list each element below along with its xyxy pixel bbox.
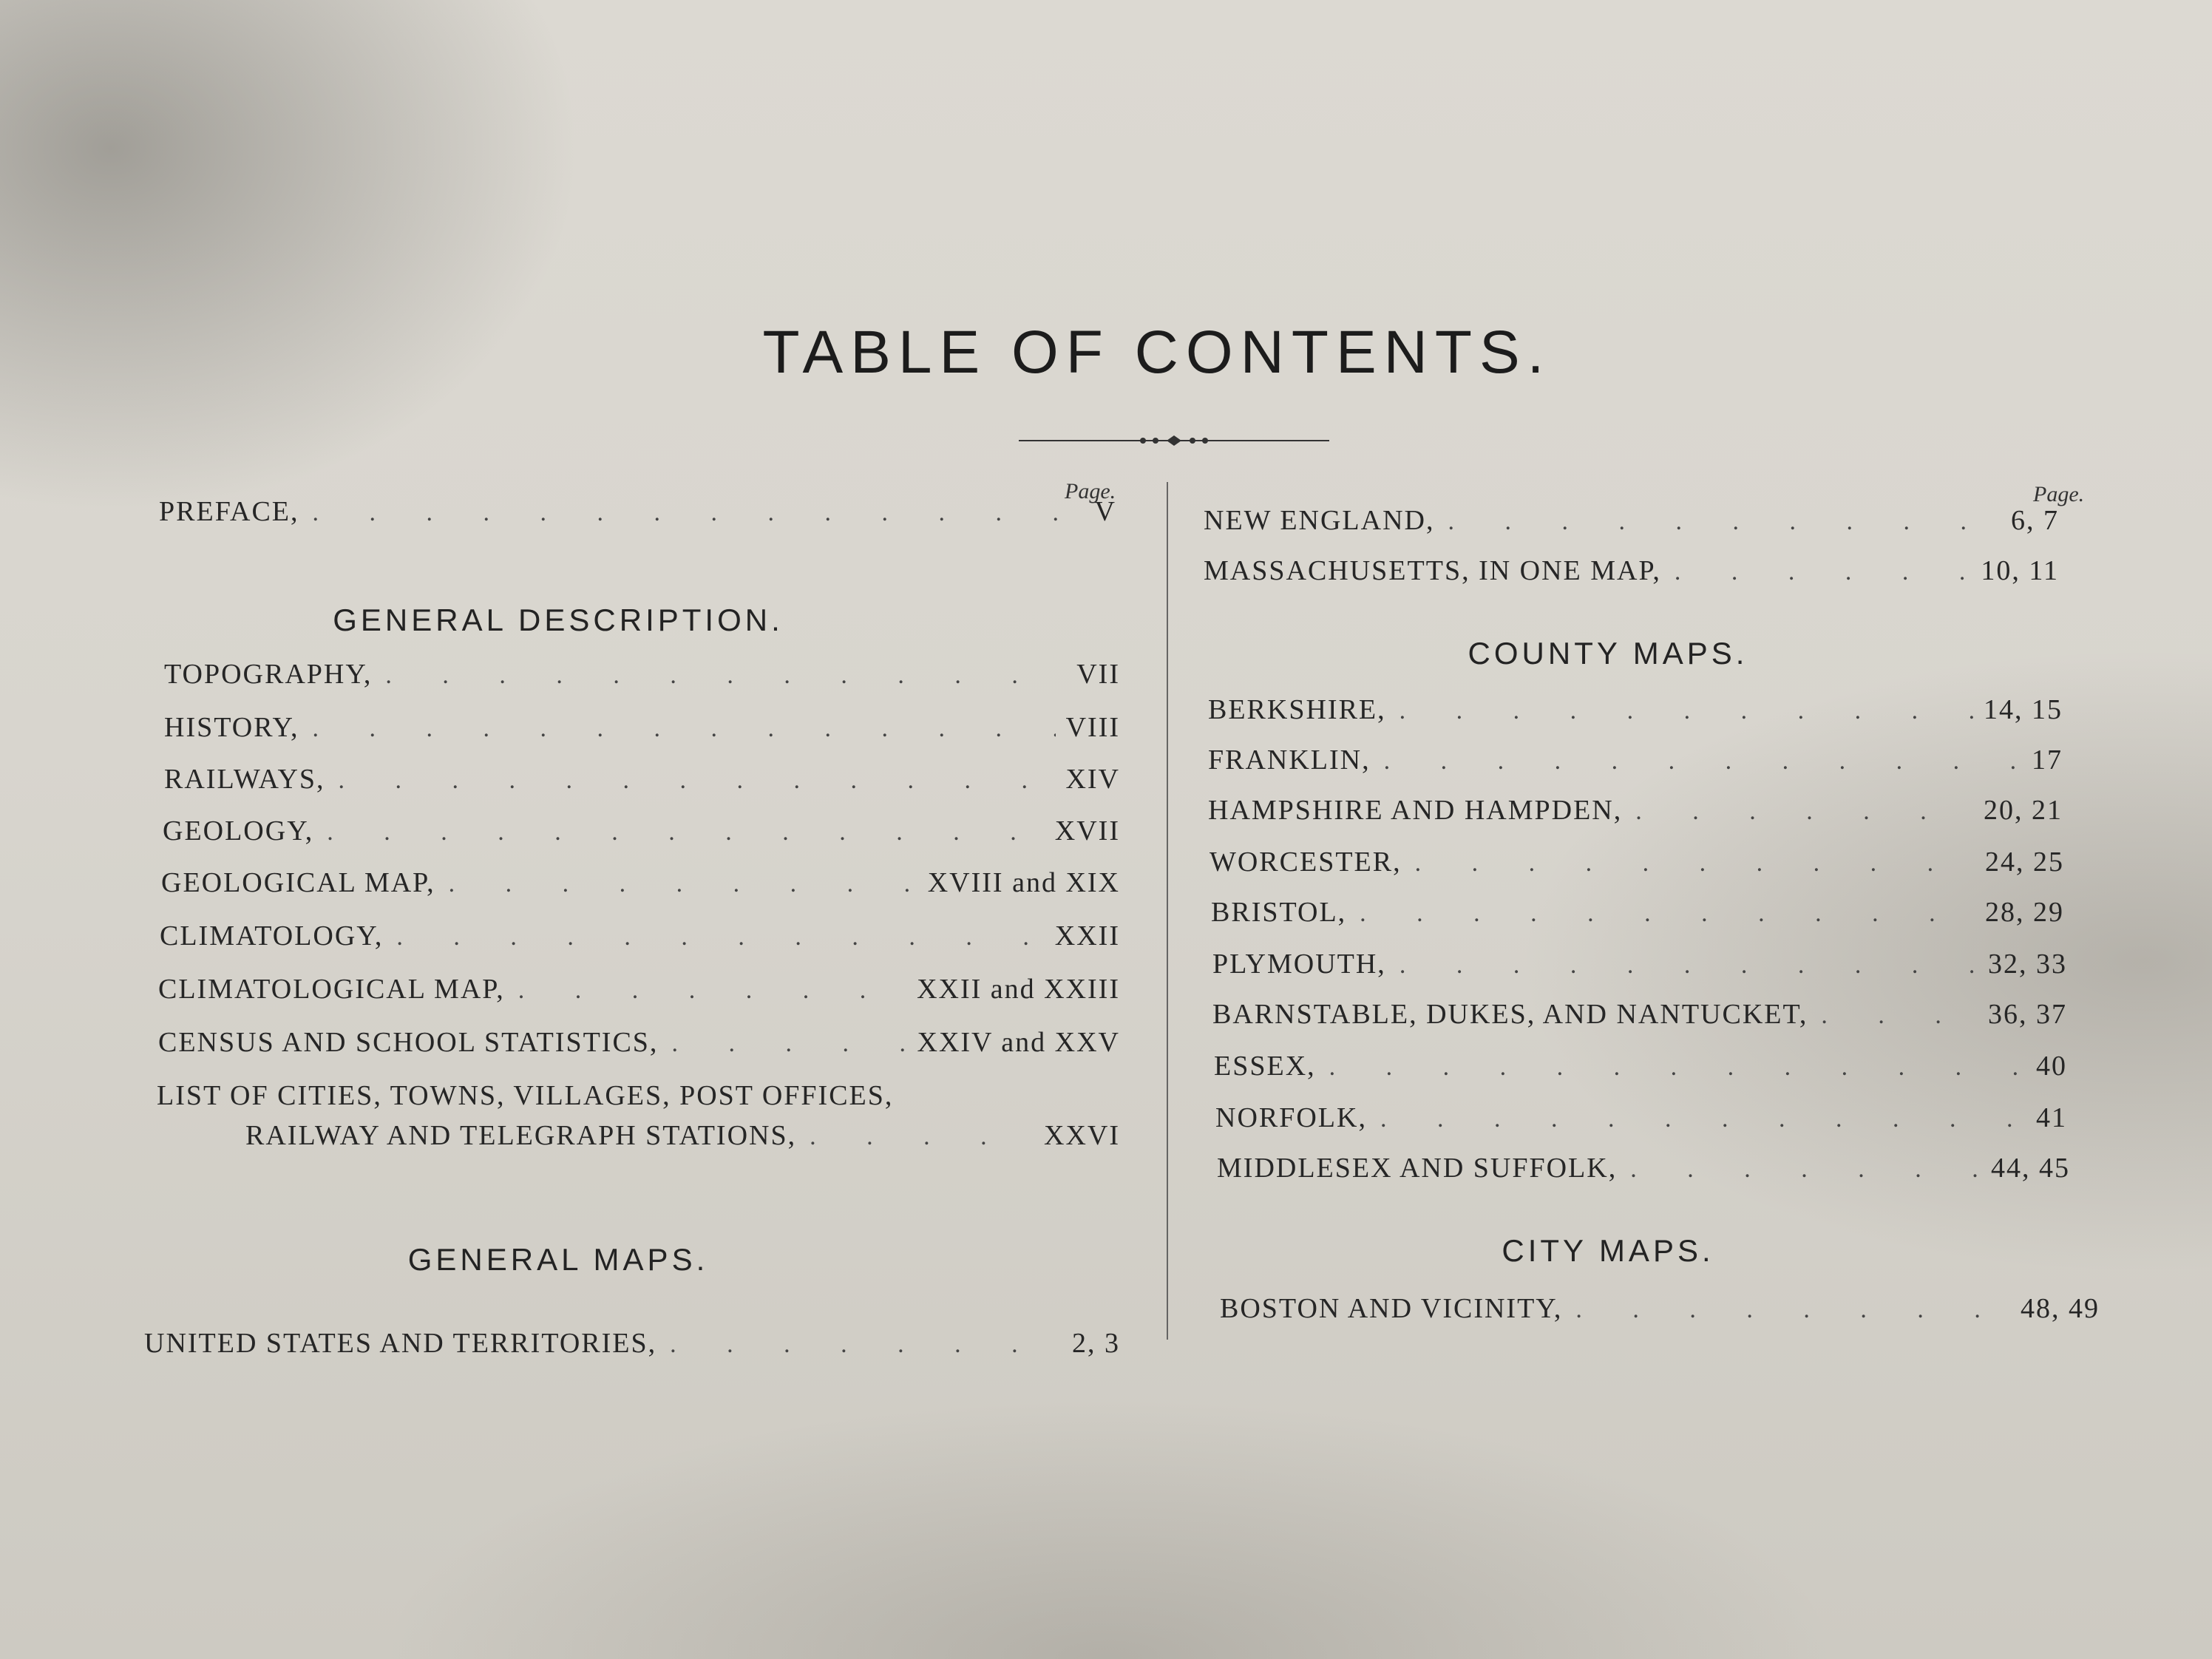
toc-entry[interactable] bbox=[1208, 794, 2063, 827]
dot-leader bbox=[671, 1030, 906, 1058]
dot-leader bbox=[1675, 558, 1970, 586]
dot-leader bbox=[449, 870, 917, 898]
entry-label: ESSEX, bbox=[1214, 1051, 1316, 1082]
entry-page: XXVI bbox=[1044, 1120, 1120, 1151]
toc-entry-list-of-cities[interactable] bbox=[157, 1079, 1120, 1152]
section-heading-city-maps: CITY MAPS. bbox=[1502, 1233, 1714, 1268]
dot-leader bbox=[1635, 798, 1973, 826]
toc-entry[interactable] bbox=[1212, 948, 2067, 980]
toc-entry[interactable] bbox=[164, 763, 1120, 795]
entry-page: 28, 29 bbox=[1985, 897, 2064, 928]
toc-entry[interactable] bbox=[161, 866, 1120, 899]
entry-label: BOSTON AND VICINITY, bbox=[1220, 1293, 1563, 1324]
entry-label: BERKSHIRE, bbox=[1208, 694, 1386, 725]
toc-entry[interactable] bbox=[144, 1327, 1120, 1360]
entry-page: 14, 15 bbox=[1984, 694, 2063, 725]
entry-label: GEOLOGY, bbox=[163, 815, 314, 847]
entry-page: 17 bbox=[2032, 744, 2063, 776]
dot-leader bbox=[385, 662, 1066, 690]
entry-label: MASSACHUSETTS, IN ONE MAP, bbox=[1204, 555, 1661, 586]
entry-page: 36, 37 bbox=[1988, 999, 2067, 1030]
toc-entry[interactable] bbox=[158, 1026, 1120, 1059]
dot-leader bbox=[1821, 1002, 1978, 1030]
entry-label: BARNSTABLE, DUKES, AND NANTUCKET, bbox=[1212, 999, 1808, 1030]
entry-label: PREFACE, bbox=[159, 496, 299, 527]
dot-leader bbox=[1400, 697, 1973, 725]
entry-page: 44, 45 bbox=[1991, 1153, 2070, 1184]
entry-page: XVIII and XIX bbox=[927, 867, 1120, 898]
dot-leader bbox=[1630, 1156, 1981, 1184]
entry-page: 24, 25 bbox=[1985, 847, 2064, 878]
entry-label: LIST OF CITIES, TOWNS, VILLAGES, POST OFFICES, bbox=[157, 1080, 894, 1111]
entry-page: VII bbox=[1076, 659, 1120, 690]
page-column-label: Page. bbox=[1065, 479, 1116, 503]
entry-page: 40 bbox=[2036, 1051, 2067, 1082]
title-block bbox=[728, 318, 1586, 387]
entry-label: RAILWAYS, bbox=[164, 764, 325, 795]
entry-page: 6, 7 bbox=[2011, 505, 2059, 536]
entry-page: 48, 49 bbox=[2021, 1293, 2100, 1324]
entry-page: 20, 21 bbox=[1984, 795, 2063, 826]
entry-page: XXIV and XXV bbox=[917, 1027, 1120, 1058]
entry-label: CLIMATOLOGY, bbox=[160, 920, 384, 951]
entry-page: 2, 3 bbox=[1072, 1328, 1120, 1359]
toc-entry[interactable] bbox=[1204, 554, 2059, 587]
toc-entry[interactable] bbox=[163, 815, 1120, 847]
entry-label: HAMPSHIRE AND HAMPDEN, bbox=[1208, 795, 1623, 826]
dot-leader bbox=[1448, 508, 2001, 536]
toc-entry-preface[interactable] bbox=[159, 495, 1116, 528]
entry-page: VIII bbox=[1065, 712, 1120, 743]
entry-page: 41 bbox=[2036, 1102, 2067, 1133]
toc-entry[interactable] bbox=[164, 658, 1120, 691]
dot-leader bbox=[810, 1123, 1034, 1151]
dot-leader bbox=[1329, 1054, 2026, 1082]
entry-label: CENSUS AND SCHOOL STATISTICS, bbox=[158, 1027, 659, 1058]
entry-page: XIV bbox=[1065, 764, 1120, 795]
entry-page: XVII bbox=[1054, 815, 1120, 847]
entry-label: BRISTOL, bbox=[1211, 897, 1347, 928]
entry-label: FRANKLIN, bbox=[1208, 744, 1371, 776]
entry-label: PLYMOUTH, bbox=[1212, 949, 1386, 980]
page-column-label: Page. bbox=[2033, 482, 2085, 506]
dot-leader bbox=[1360, 900, 1975, 928]
toc-entry[interactable] bbox=[164, 711, 1120, 744]
toc-entry[interactable] bbox=[1220, 1292, 2100, 1325]
entry-page: 32, 33 bbox=[1988, 949, 2067, 980]
toc-entry[interactable] bbox=[1217, 1152, 2070, 1184]
entry-label: HISTORY, bbox=[164, 712, 299, 743]
toc-entry[interactable] bbox=[1208, 744, 2063, 776]
dot-leader bbox=[1400, 951, 1978, 980]
section-heading-county-maps: COUNTY MAPS. bbox=[1468, 636, 1748, 671]
dot-leader bbox=[327, 818, 1045, 847]
entry-label: NORFOLK, bbox=[1215, 1102, 1367, 1133]
toc-entry[interactable] bbox=[1215, 1102, 2067, 1134]
entry-page: 10, 11 bbox=[1981, 555, 2059, 586]
toc-entry[interactable] bbox=[1214, 1050, 2067, 1082]
dot-leader bbox=[1415, 849, 1975, 878]
ornament-divider-icon bbox=[1019, 433, 1329, 448]
toc-entry[interactable] bbox=[1208, 693, 2063, 726]
dot-leader bbox=[313, 499, 1076, 527]
section-heading-general-maps: GENERAL MAPS. bbox=[407, 1242, 709, 1277]
entry-page: XXII bbox=[1054, 920, 1120, 951]
dot-leader bbox=[1575, 1296, 2010, 1324]
dot-leader bbox=[1380, 1105, 2026, 1133]
entry-label: NEW ENGLAND, bbox=[1204, 505, 1435, 536]
toc-entry[interactable] bbox=[1204, 504, 2059, 537]
dot-leader bbox=[670, 1331, 1062, 1359]
toc-entry[interactable] bbox=[1212, 998, 2067, 1031]
dot-leader bbox=[313, 715, 1056, 743]
entry-label: UNITED STATES AND TERRITORIES, bbox=[144, 1328, 657, 1359]
dot-leader bbox=[518, 977, 906, 1005]
entry-label: CLIMATOLOGICAL MAP, bbox=[158, 974, 505, 1005]
toc-entry[interactable] bbox=[1210, 846, 2064, 878]
entry-label: TOPOGRAPHY, bbox=[164, 659, 373, 690]
page-title: TABLE OF CONTENTS. bbox=[762, 319, 1552, 386]
section-heading-general-description: GENERAL DESCRIPTION. bbox=[333, 603, 784, 637]
entry-page: XXII and XXIII bbox=[917, 974, 1120, 1005]
entry-label: WORCESTER, bbox=[1210, 847, 1402, 878]
dot-leader bbox=[1384, 747, 2021, 776]
toc-entry[interactable] bbox=[158, 973, 1120, 1005]
toc-entry[interactable] bbox=[1211, 896, 2064, 929]
entry-label-continued: RAILWAY AND TELEGRAPH STATIONS, bbox=[245, 1120, 797, 1151]
column-divider bbox=[1167, 482, 1168, 1340]
entry-page: V bbox=[1094, 496, 1116, 527]
toc-entry[interactable] bbox=[160, 920, 1120, 952]
entry-label: GEOLOGICAL MAP, bbox=[161, 867, 435, 898]
entry-label: MIDDLESEX AND SUFFOLK, bbox=[1217, 1153, 1618, 1184]
dot-leader bbox=[396, 923, 1044, 951]
dot-leader bbox=[339, 767, 1056, 795]
